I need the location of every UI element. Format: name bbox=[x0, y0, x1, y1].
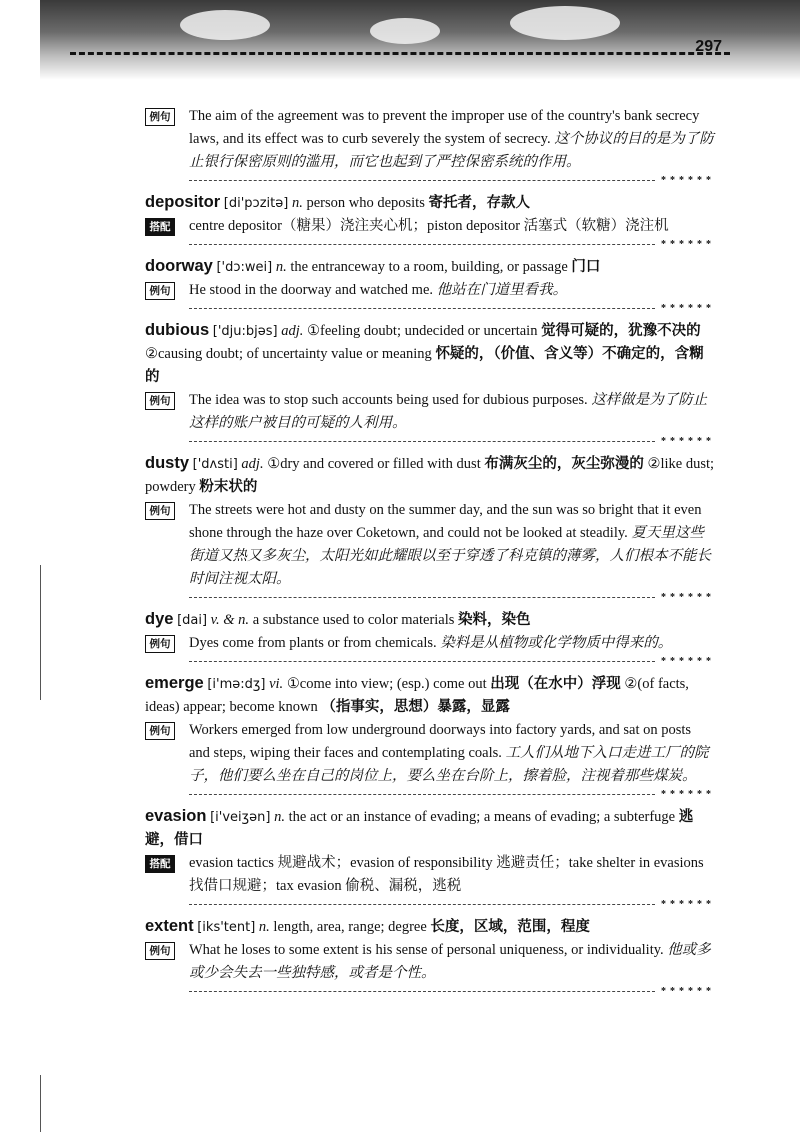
part-of-speech: adj. bbox=[281, 323, 304, 339]
entry-separator: ****** bbox=[189, 175, 715, 185]
dictionary-content bbox=[145, 105, 715, 1002]
entry-separator: ****** bbox=[189, 303, 715, 313]
collocation-text: evasion tactics 规避战术；evasion of responsibility 逃避责任；take shelter in evasions 找借口规避；tax evasion 偷税、漏税，逃税 bbox=[189, 855, 704, 894]
example-block bbox=[145, 389, 715, 435]
pronunciation: [dai] bbox=[177, 613, 208, 628]
definition-zh: 逃避，借口 bbox=[145, 809, 694, 848]
example-block bbox=[145, 105, 715, 174]
example-tag: 例句 bbox=[145, 635, 175, 653]
entry-headline bbox=[145, 452, 715, 499]
entry-emerge bbox=[145, 672, 715, 799]
headword: dusty bbox=[145, 454, 190, 472]
entry-separator: ****** bbox=[189, 239, 715, 249]
part-of-speech: n. bbox=[258, 919, 270, 935]
pronunciation: ['dʌsti] bbox=[192, 457, 238, 472]
definition-zh-1: 出现（在水中）浮现 bbox=[490, 676, 621, 692]
example-en: The aim of the agreement was to prevent the improper use of the country's bank secrecy laws, and its effect was to curb severely the system of secrecy. bbox=[189, 108, 700, 147]
part-of-speech: vi. bbox=[269, 676, 284, 692]
part-of-speech: v. & n. bbox=[210, 612, 250, 628]
header-texture bbox=[510, 6, 620, 40]
pronunciation: [i'mə:dʒ] bbox=[207, 677, 266, 692]
example-tag: 例句 bbox=[145, 502, 175, 520]
margin-line bbox=[40, 565, 41, 700]
page-header-banner bbox=[40, 0, 800, 80]
collocation-block bbox=[145, 215, 715, 238]
entry-dye bbox=[145, 608, 715, 666]
definition-zh-1: 布满灰尘的，灰尘弥漫的 bbox=[484, 456, 644, 472]
entry-headline bbox=[145, 319, 715, 389]
definition-en-2: ②causing doubt; of uncertainty value or meaning bbox=[145, 346, 432, 362]
entry-headline bbox=[145, 608, 715, 632]
example-en: Workers emerged from low underground doorways into factory yards, and sat on posts and steps, wiping their faces and contemplating coals. bbox=[189, 722, 692, 761]
headword: evasion bbox=[145, 807, 207, 825]
pronunciation: ['dɔ:wei] bbox=[216, 260, 273, 275]
example-block bbox=[145, 499, 715, 591]
example-tag: 例句 bbox=[145, 392, 175, 410]
headword: dye bbox=[145, 610, 174, 628]
example-zh: 这样做是为了防止这样的账户被目的可疑的人利用。 bbox=[189, 392, 708, 431]
example-zh: 这个协议的目的是为了防止银行保密原则的滥用，而它也起到了严控保密系统的作用。 bbox=[189, 131, 714, 170]
example-block bbox=[145, 719, 715, 788]
definition-zh-2: 粉末状的 bbox=[199, 479, 258, 495]
headword: doorway bbox=[145, 257, 213, 275]
example-tag: 例句 bbox=[145, 942, 175, 960]
entry-separator: ****** bbox=[189, 899, 715, 909]
example-zh: 他站在门道里看我。 bbox=[436, 282, 568, 298]
example-en: Dyes come from plants or from chemicals. bbox=[189, 635, 437, 651]
headword: dubious bbox=[145, 321, 210, 339]
entry-dusty bbox=[145, 452, 715, 602]
part-of-speech: n. bbox=[275, 259, 287, 275]
headword: emerge bbox=[145, 674, 204, 692]
part-of-speech: adj. bbox=[241, 456, 264, 472]
definition-en: a substance used to color materials bbox=[252, 612, 455, 628]
entry-separator: ****** bbox=[189, 986, 715, 996]
page-number: 297 bbox=[695, 38, 722, 55]
example-zh: 夏天里这些街道又热又多灰尘，太阳光如此耀眼以至于穿透了科克镇的薄雾，人们根本不能长时间注视太阳。 bbox=[189, 525, 711, 587]
example-block bbox=[145, 632, 715, 655]
example-en: What he loses to some extent is his sense of personal uniqueness, or individuality. bbox=[189, 942, 664, 958]
pronunciation: [i'veiʒən] bbox=[210, 810, 271, 825]
example-en: He stood in the doorway and watched me. bbox=[189, 282, 434, 298]
entry-headline bbox=[145, 672, 715, 719]
example-zh: 他或多或少会失去一些独特感，或者是个性。 bbox=[189, 942, 711, 981]
definition-en-1: ①feeling doubt; undecided or uncertain bbox=[307, 323, 538, 339]
definition-zh: 门口 bbox=[571, 259, 601, 275]
example-en: The idea was to stop such accounts being used for dubious purposes. bbox=[189, 392, 588, 408]
entry-extent bbox=[145, 915, 715, 996]
entry-headline bbox=[145, 255, 715, 279]
header-dashed-rule bbox=[70, 52, 730, 55]
definition-zh-1: 觉得可疑的，犹豫不决的 bbox=[541, 323, 701, 339]
definition-en-2: ②like dust; powdery bbox=[145, 456, 715, 495]
entry-headline bbox=[145, 805, 715, 852]
example-en: The streets were hot and dusty on the summer day, and the sun was so bright that it even shone through the haze over Coketown, and could not be looked at steadily. bbox=[189, 502, 702, 541]
collocation-tag: 搭配 bbox=[145, 218, 175, 236]
entry-separator: ****** bbox=[189, 656, 715, 666]
entry-evasion bbox=[145, 805, 715, 909]
headword: extent bbox=[145, 917, 194, 935]
pronunciation: [iks'tent] bbox=[197, 920, 256, 935]
definition-zh: 长度，区域，范围，程度 bbox=[430, 919, 590, 935]
margin-line bbox=[40, 1075, 41, 1132]
headword: depositor bbox=[145, 193, 221, 211]
entry-depositor bbox=[145, 191, 715, 249]
entry-continuation bbox=[145, 105, 715, 185]
definition-zh: 寄托者，存款人 bbox=[428, 195, 530, 211]
definition-zh: 染料，染色 bbox=[458, 612, 531, 628]
example-tag: 例句 bbox=[145, 108, 175, 126]
header-texture bbox=[370, 18, 440, 44]
entry-headline bbox=[145, 191, 715, 215]
header-texture bbox=[180, 10, 270, 40]
part-of-speech: n. bbox=[274, 809, 285, 825]
definition-en-1: ①come into view; (esp.) come out bbox=[286, 676, 487, 692]
pronunciation: [di'pɔzitə] bbox=[223, 196, 289, 211]
collocation-text: centre depositor（糖果）浇注夹心机；piston depositor 活塞式（软糖）浇注机 bbox=[189, 218, 669, 234]
part-of-speech: n. bbox=[291, 195, 303, 211]
entry-headline bbox=[145, 915, 715, 939]
example-tag: 例句 bbox=[145, 282, 175, 300]
pronunciation: ['dju:bjəs] bbox=[212, 324, 278, 339]
definition-en-1: ①dry and covered or filled with dust bbox=[267, 456, 481, 472]
definition-en: the act or an instance of evading; a means of evading; a subterfuge bbox=[288, 809, 676, 825]
definition-zh-2: （指事实，思想）暴露，显露 bbox=[321, 699, 510, 715]
collocation-block bbox=[145, 852, 715, 898]
entry-separator: ****** bbox=[189, 436, 715, 446]
collocation-tag: 搭配 bbox=[145, 855, 175, 873]
entry-dubious bbox=[145, 319, 715, 446]
example-block bbox=[145, 939, 715, 985]
entry-separator: ****** bbox=[189, 789, 715, 799]
definition-en: length, area, range; degree bbox=[273, 919, 427, 935]
definition-zh-2: 怀疑的，（价值、含义等）不确定的，含糊的 bbox=[145, 346, 704, 385]
example-tag: 例句 bbox=[145, 722, 175, 740]
example-zh: 工人们从地下入口走进工厂的院子，他们要么坐在自己的岗位上，要么坐在台阶上，擦着脸，注视着那些煤炭。 bbox=[189, 745, 709, 784]
definition-en-2: ②(of facts, ideas) appear; become known bbox=[145, 676, 689, 715]
example-zh: 染料是从植物或化学物质中得来的。 bbox=[440, 635, 673, 651]
definition-en: the entranceway to a room, building, or passage bbox=[290, 259, 568, 275]
entry-separator: ****** bbox=[189, 592, 715, 602]
example-block bbox=[145, 279, 715, 302]
entry-doorway bbox=[145, 255, 715, 313]
definition-en: person who deposits bbox=[306, 195, 425, 211]
